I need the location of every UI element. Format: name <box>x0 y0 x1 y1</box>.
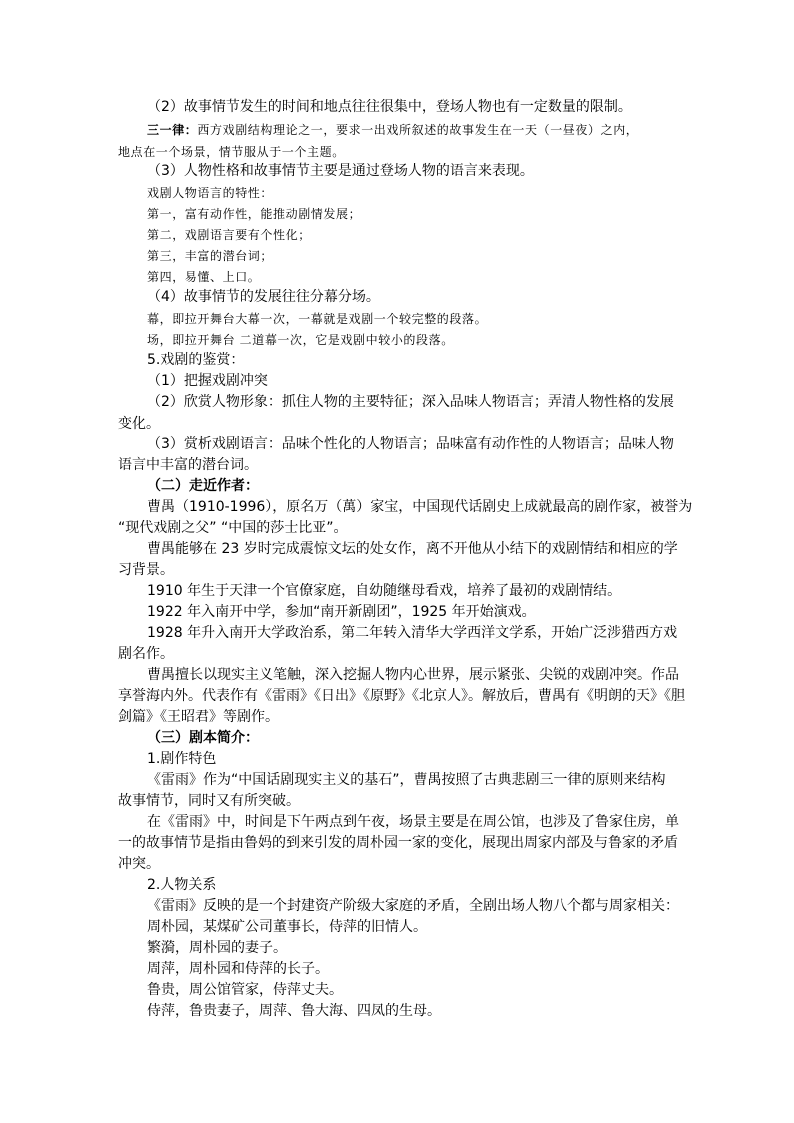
subsection-heading: 1.剧作特色 <box>147 751 217 767</box>
text-line: 周萍，周朴园和侍萍的长子。 <box>147 961 329 977</box>
text-line: 故事情节，同时又有所突破。 <box>118 793 300 809</box>
text-line: 第四，易懂、上口。 <box>147 270 261 284</box>
term-definition: 西方戏剧结构理论之一，要求一出戏所叙述的故事发生在一天（一昼夜）之内， <box>197 123 639 137</box>
text-line: （3）人物性格和故事情节主要是通过登场人物的语言来表现。 <box>147 163 534 179</box>
text-line: 曹禺（1910-1996），原名万（萬）家宝，中国现代话剧史上成就最高的剧作家，被誉为 <box>147 499 693 515</box>
term-label: 三一律： <box>147 123 198 137</box>
text-line: 在《雷雨》中，时间是下午两点到午夜，场景主要是在周公馆，也涉及了鲁家住房，单 <box>147 814 679 830</box>
section-heading: （二）走近作者： <box>147 478 259 494</box>
text-line: 第一，富有动作性，能推动剧情发展； <box>147 207 362 221</box>
section-heading: 5.戏剧的鉴赏： <box>147 352 245 368</box>
text-line: 冲突。 <box>118 856 160 872</box>
text-line: 《雷雨》作为“中国话剧现实主义的基石”，曹禺按照了古典悲剧三一律的原则来结构 <box>147 772 666 788</box>
text-line: （4）故事情节的发展往往分幕分场。 <box>147 289 380 305</box>
text-line: 1910 年生于天津一个官僚家庭，自幼随继母看戏，培养了最初的戏剧情结。 <box>147 583 622 599</box>
text-line: 一的故事情节是指由鲁妈的到来引发的周朴园一家的变化，展现出周家内部及与鲁家的矛盾 <box>118 835 678 851</box>
text-line: 繁漪，周朴园的妻子。 <box>147 940 287 956</box>
text-line: 1928 年升入南开大学政治系，第二年转入清华大学西洋文学系，开始广泛涉猎西方戏 <box>147 625 678 641</box>
text-line: 侍萍，鲁贵妻子，周萍、鲁大海、四凤的生母。 <box>147 1003 441 1019</box>
text-line: 第三，丰富的潜台词； <box>147 249 274 263</box>
text-line: 鲁贵，周公馆管家，侍萍丈夫。 <box>147 982 343 998</box>
text-line: 场，即拉开舞台 二道幕一次，它是戏剧中较小的段落。 <box>147 333 454 347</box>
text-line: （1）把握戏剧冲突 <box>147 373 268 389</box>
text-line: 变化。 <box>118 416 160 432</box>
text-line: 剧名作。 <box>118 646 174 662</box>
text-line: 第二，戏剧语言要有个性化； <box>147 228 311 242</box>
text-line: （2）欣赏人物形象：抓住人物的主要特征；深入品味人物语言；弄清人物性格的发展 <box>147 394 674 410</box>
text-line: 剑篇》《王昭君》等剧作。 <box>118 709 279 725</box>
text-line: 语言中丰富的潜台词。 <box>118 457 258 473</box>
section-heading: （三）剧本简介： <box>147 730 259 746</box>
text-line: 戏剧人物语言的特性： <box>147 186 274 200</box>
text-line: （3）赏析戏剧语言：品味个性化的人物语言；品味富有动作性的人物语言；品味人物 <box>147 436 674 452</box>
subsection-heading: 2.人物关系 <box>147 877 217 893</box>
text-line: 1922 年入南开中学，参加“南开新剧团”，1925 年开始演戏。 <box>147 604 536 620</box>
text-line: 幕，即拉开舞台大幕一次，一幕就是戏剧一个较完整的段落。 <box>147 312 488 326</box>
text-line: 地点在一个场景，情节服从于一个主题。 <box>118 145 345 159</box>
text-line: （2）故事情节发生的时间和地点往往很集中，登场人物也有一定数量的限制。 <box>147 99 632 115</box>
text-line: 习背景。 <box>118 562 174 578</box>
text-line: “现代戏剧之父” “中国的莎士比亚”。 <box>118 520 348 536</box>
text-line <box>147 120 638 140</box>
text-line: 享誉海内外。代表作有《雷雨》《日出》《原野》《北京人》。解放后，曹禺有《明朗的天》《胆 <box>118 688 685 704</box>
text-line: 周朴园，某煤矿公司董事长，侍萍的旧情人。 <box>147 919 427 935</box>
text-line: 《雷雨》反映的是一个封建资产阶级大家庭的矛盾，全剧出场人物八个都与周家相关： <box>147 898 679 914</box>
text-line: 曹禺能够在 23 岁时完成震惊文坛的处女作，离不开他从小结下的戏剧情结和相应的学 <box>147 541 678 557</box>
text-line: 曹禺擅长以现实主义笔触，深入挖掘人物内心世界，展示紧张、尖锐的戏剧冲突。作品 <box>147 667 679 683</box>
